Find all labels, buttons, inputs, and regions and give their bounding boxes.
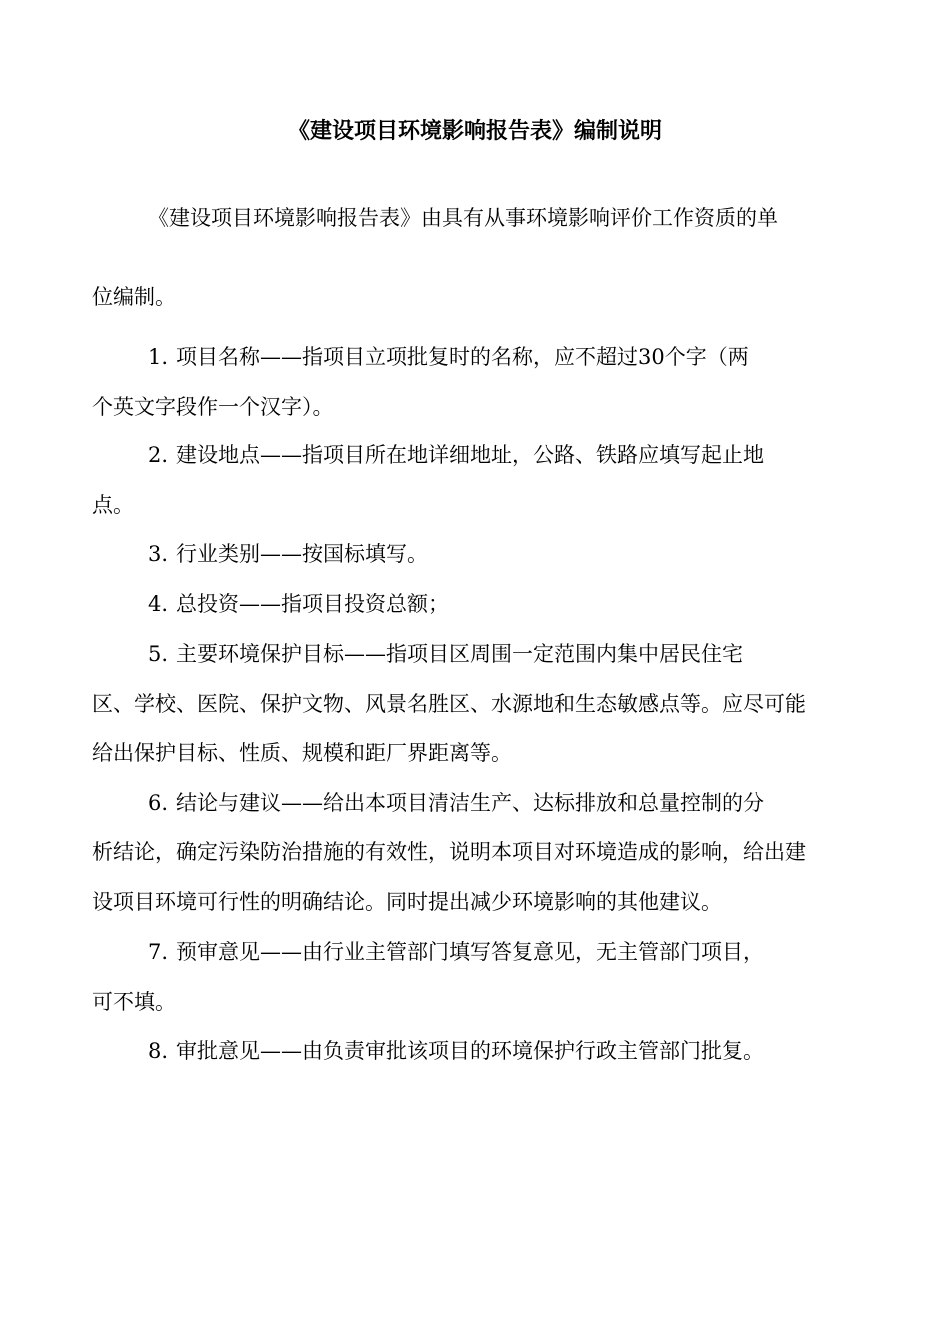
item-6-first-line: [148, 789, 764, 817]
item-7-number: 7.: [148, 940, 169, 964]
document-title: 《建设项目环境影响报告表》编制说明: [287, 118, 662, 144]
item-3-text: 行业类别——按国标填写。: [176, 542, 429, 566]
item-8-first-line: [148, 1037, 764, 1065]
item-6-number: 6.: [148, 791, 169, 815]
item-4-first-line: [148, 590, 449, 618]
item-6-line-2: 析结论，确定污染防治措施的有效性，说明本项目对环境造成的影响，给出建: [92, 840, 806, 864]
item-3-first-line: [148, 540, 428, 568]
item-4-text: 总投资——指项目投资总额；: [176, 592, 450, 616]
item-7-line-2: 可不填。: [92, 990, 176, 1014]
intro-line-1: 《建设项目环境影响报告表》由具有从事环境影响评价工作资质的单: [148, 206, 778, 230]
intro-line-2: 位编制。: [92, 285, 176, 309]
item-5-line-2: 区、学校、医院、保护文物、风景名胜区、水源地和生态敏感点等。应尽可能: [92, 692, 806, 716]
item-5-number: 5.: [148, 642, 169, 666]
item-3-number: 3.: [148, 542, 169, 566]
item-2-text: 建设地点——指项目所在地详细地址，公路、铁路应填写起止地: [176, 443, 765, 467]
item-6-line-3: 设项目环境可行性的明确结论。同时提出减少环境影响的其他建议。: [92, 890, 722, 914]
item-6-text: 结论与建议——给出本项目清洁生产、达标排放和总量控制的分: [176, 791, 765, 815]
item-8-number: 8.: [148, 1039, 169, 1063]
item-5-first-line: [148, 640, 743, 668]
item-7-first-line: [148, 938, 764, 966]
item-4-number: 4.: [148, 592, 169, 616]
item-7-text: 预审意见——由行业主管部门填写答复意见，无主管部门项目，: [176, 940, 765, 964]
item-5-text: 主要环境保护目标——指项目区周围一定范围内集中居民住宅: [176, 642, 744, 666]
item-2-number: 2.: [148, 443, 169, 467]
item-1-line-2: 个英文字段作一个汉字）。: [92, 395, 334, 419]
item-5-line-3: 给出保护目标、性质、规模和距厂界距离等。: [92, 741, 512, 765]
item-8-text: 审批意见——由负责审批该项目的环境保护行政主管部门批复。: [176, 1039, 765, 1063]
item-1-first-line: [148, 343, 749, 371]
item-2-first-line: [148, 441, 764, 469]
item-1-text: 项目名称——指项目立项批复时的名称，应不超过30个字（两: [176, 345, 749, 369]
item-2-line-2: 点。: [92, 493, 134, 517]
item-1-number: 1.: [148, 345, 169, 369]
